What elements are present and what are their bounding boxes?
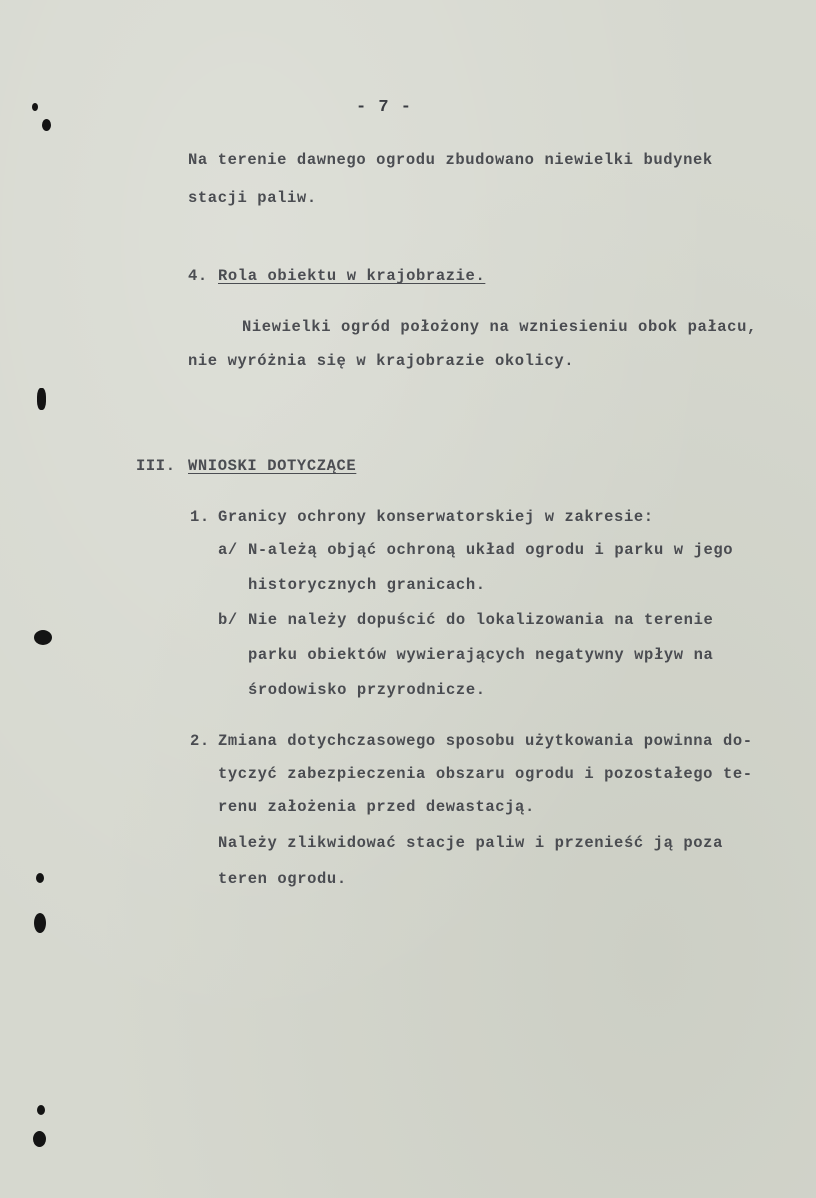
punch-hole-mark — [33, 1131, 46, 1147]
point-1a-line-1: N-ależą objąć ochroną układ ogrodu i parku w jego — [248, 541, 734, 559]
punch-hole-mark — [37, 388, 46, 410]
point-1b-line-1: Nie należy dopuścić do lokalizowania na terenie — [248, 611, 714, 629]
punch-hole-mark — [34, 630, 52, 645]
intro-line-1: Na terenie dawnego ogrodu zbudowano niewielki budynek — [188, 151, 713, 169]
point-2-line-5: teren ogrodu. — [218, 870, 347, 888]
punch-hole-mark — [42, 119, 51, 131]
point-1-number: 1. — [190, 508, 210, 526]
punch-hole-mark — [36, 873, 44, 883]
section-4-number: 4. — [188, 267, 208, 285]
point-1b-label: b/ — [218, 611, 238, 629]
punch-hole-mark — [34, 913, 46, 933]
intro-line-2: stacji paliw. — [188, 189, 317, 207]
point-2-number: 2. — [190, 732, 210, 750]
section-4-line-2: nie wyróżnia się w krajobrazie okolicy. — [188, 352, 575, 370]
punch-hole-mark — [37, 1105, 45, 1115]
page-number: - 7 - — [356, 98, 413, 117]
point-1b-line-3: środowisko przyrodnicze. — [248, 681, 486, 699]
point-2-line-2: tyczyć zabezpieczenia obszaru ogrodu i pozostałego te- — [218, 765, 753, 783]
point-1a-label: a/ — [218, 541, 238, 559]
point-1-text: Granicy ochrony konserwatorskiej w zakresie: — [218, 508, 654, 526]
section-3-heading: WNIOSKI DOTYCZĄCE — [188, 457, 357, 475]
point-1b-line-2: parku obiektów wywierających negatywny wpływ na — [248, 646, 714, 664]
section-4-heading: Rola obiektu w krajobrazie. — [218, 267, 486, 285]
punch-hole-mark — [32, 103, 38, 111]
section-3-numeral: III. — [136, 457, 176, 475]
point-2-line-4: Należy zlikwidować stacje paliw i przenieść ją poza — [218, 834, 723, 852]
point-1a-line-2: historycznych granicach. — [248, 576, 486, 594]
point-2-line-3: renu założenia przed dewastacją. — [218, 798, 535, 816]
point-2-line-1: Zmiana dotychczasowego sposobu użytkowania powinna do- — [218, 732, 753, 750]
section-4-line-1: Niewielki ogród położony na wzniesieniu obok pałacu, — [242, 318, 757, 336]
